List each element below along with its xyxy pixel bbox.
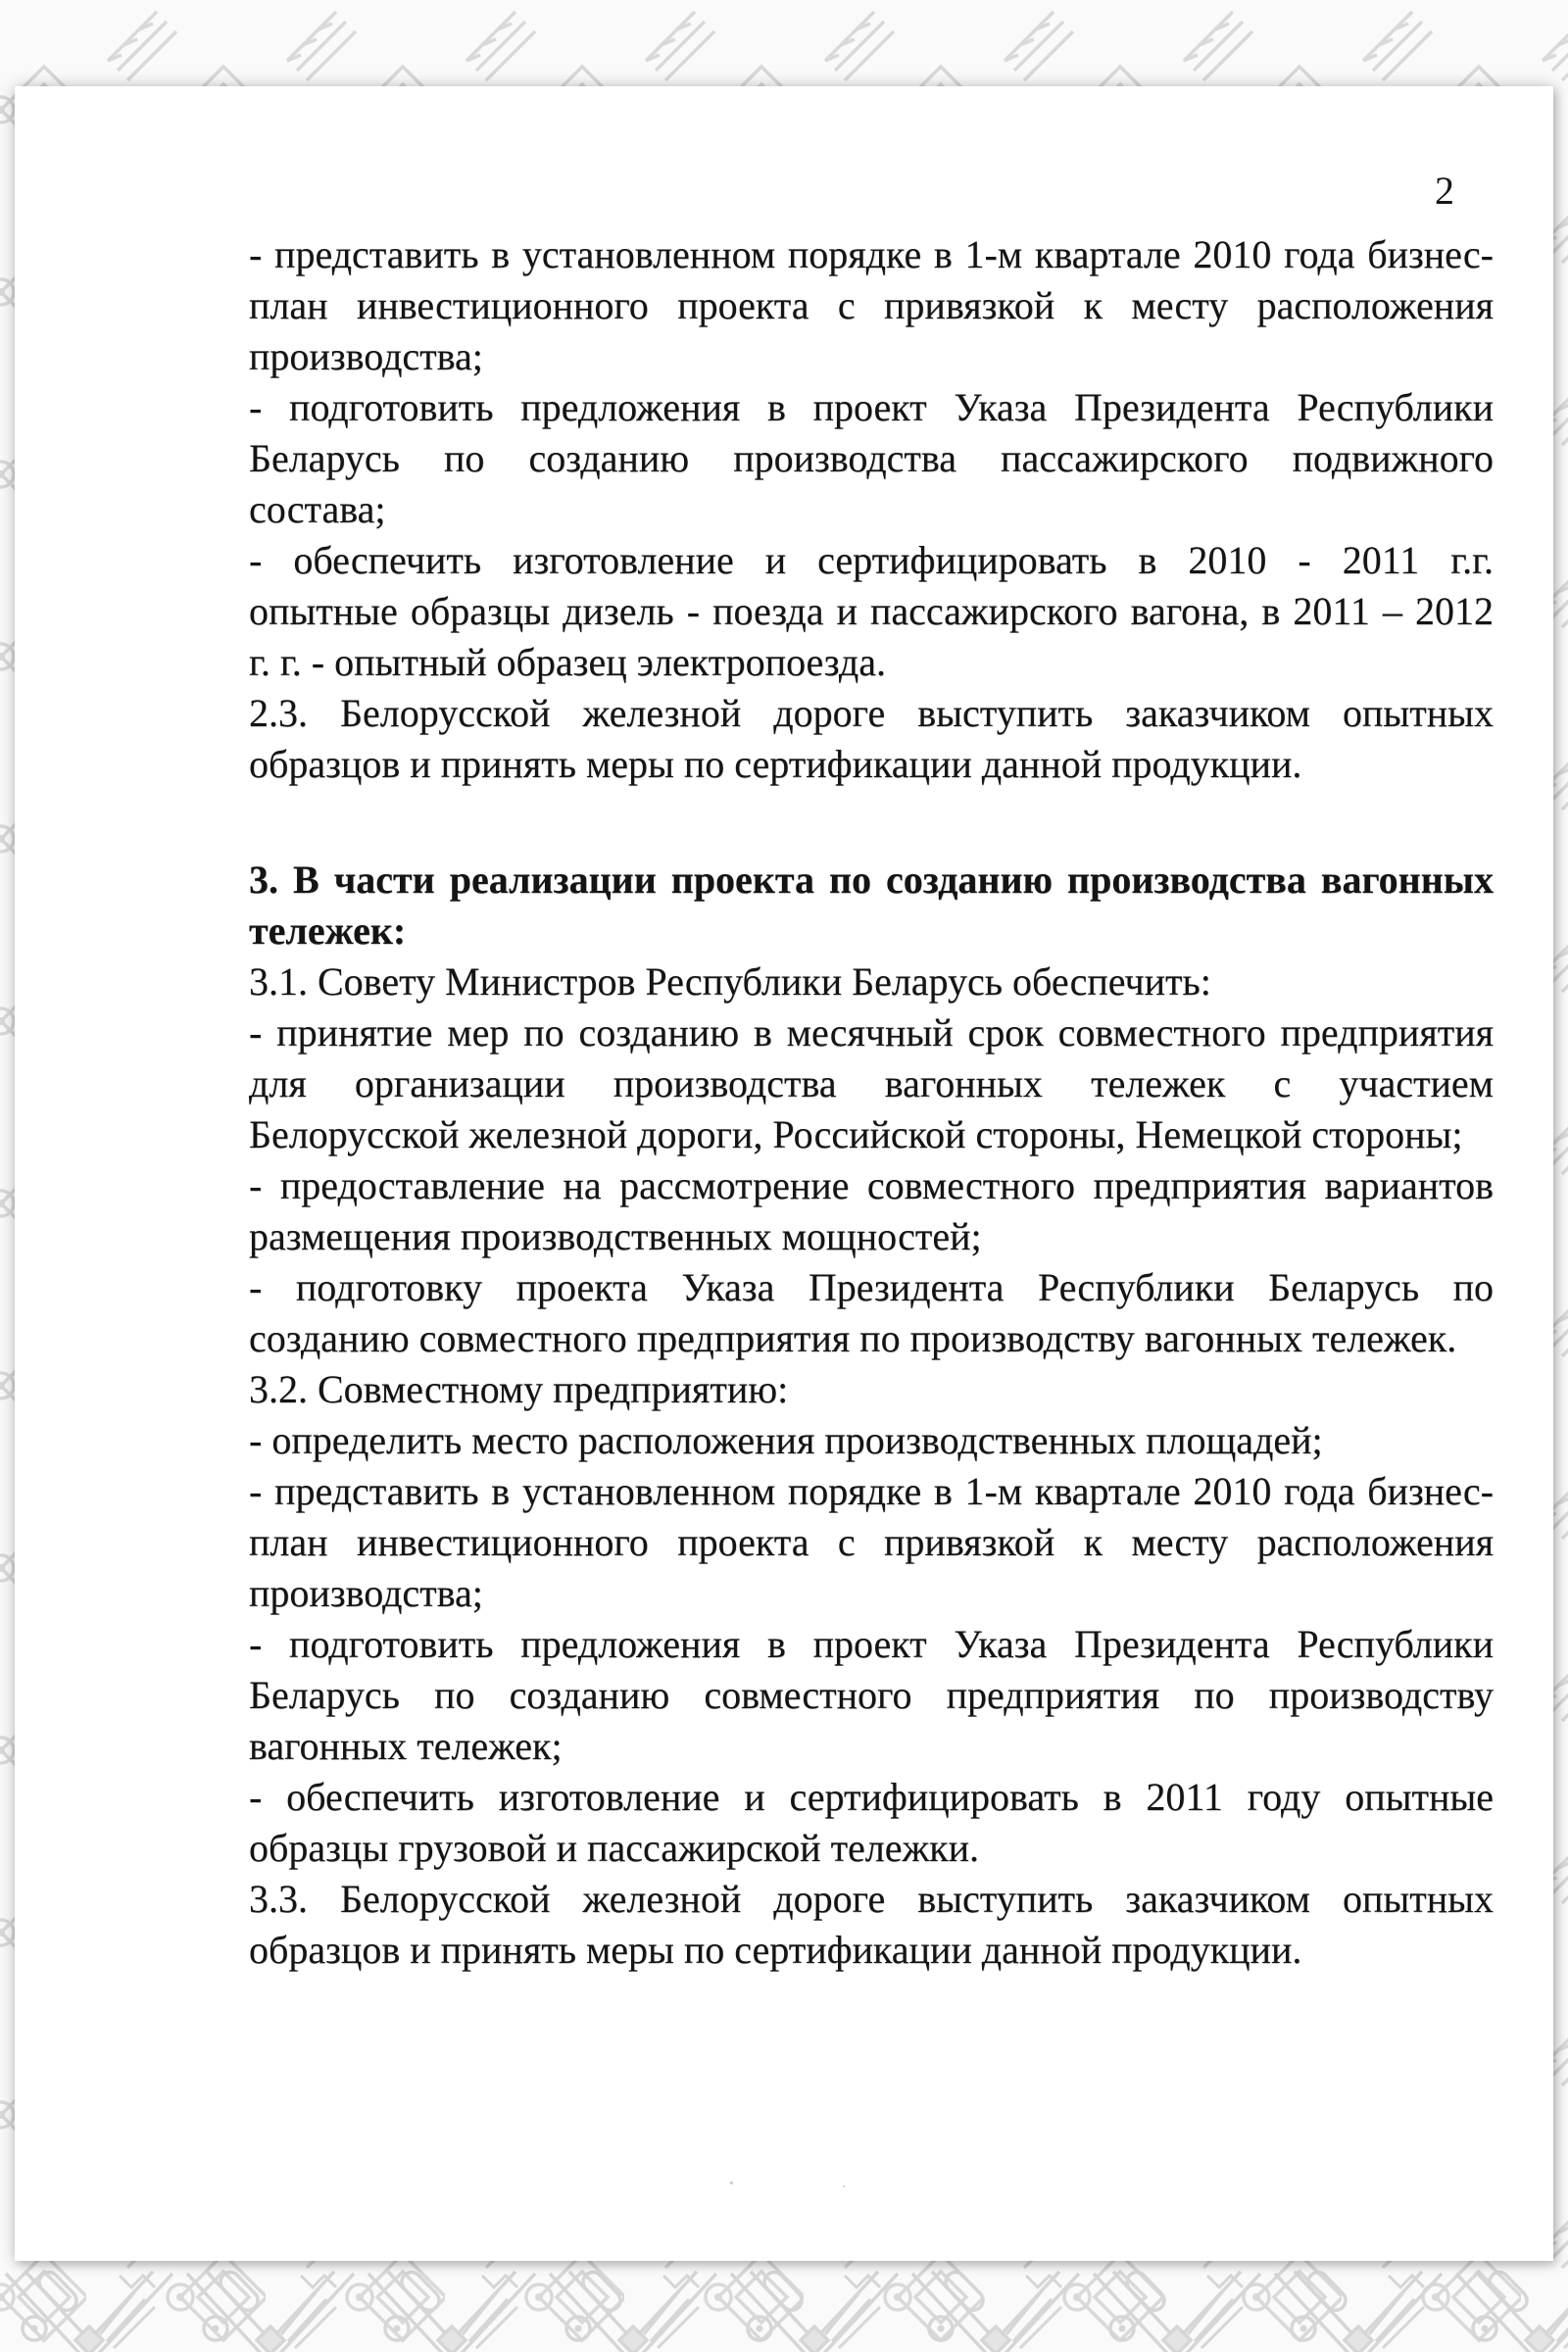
text-line: - обеспечить изготовление и сертифицировать в 2010 - 2011 г.г. bbox=[249, 538, 1494, 582]
paragraph bbox=[249, 1415, 1494, 1466]
text-line: - представить в установленном порядке в 1-м квартале 2010 года бизнес- bbox=[249, 1469, 1494, 1513]
text-line: размещения производственных мощностей; bbox=[249, 1214, 982, 1258]
text-line: - подготовить предложения в проект Указа Президента Республики bbox=[249, 1622, 1494, 1666]
paragraph bbox=[249, 1619, 1494, 1772]
text-line: Беларусь по созданию производства пассажирского подвижного bbox=[249, 436, 1494, 480]
text-line: 3.2. Совместному предприятию: bbox=[249, 1367, 789, 1411]
paragraph bbox=[249, 535, 1494, 688]
text-line: созданию совместного предприятия по производству вагонных тележек. bbox=[249, 1316, 1457, 1360]
text-line: вагонных тележек; bbox=[249, 1724, 563, 1768]
text-line: 2.3. Белорусской железной дороге выступить заказчиком опытных bbox=[249, 691, 1494, 735]
text-line: тележек: bbox=[249, 908, 407, 953]
section-heading bbox=[249, 855, 1494, 956]
text-line: Беларусь по созданию совместного предприятия по производству bbox=[249, 1673, 1494, 1717]
text-line: Белорусской железной дороги, Российской стороны, Немецкой стороны; bbox=[249, 1112, 1463, 1156]
page-number: 2 bbox=[1435, 169, 1454, 213]
text-line: - подготовить предложения в проект Указа Президента Республики bbox=[249, 385, 1494, 429]
document-body bbox=[249, 229, 1494, 1976]
text-line: - подготовку проекта Указа Президента Республики Беларусь по bbox=[249, 1265, 1494, 1309]
text-line: 3. В части реализации проекта по созданию производства вагонных bbox=[249, 858, 1494, 902]
scan-speck bbox=[730, 2181, 733, 2184]
text-line: производства; bbox=[249, 1571, 483, 1615]
text-line: - принятие мер по созданию в месячный срок совместного предприятия bbox=[249, 1010, 1494, 1054]
text-line: план инвестиционного проекта с привязкой к месту расположения bbox=[249, 1520, 1494, 1564]
text-line: - представить в установленном порядке в 1-м квартале 2010 года бизнес- bbox=[249, 232, 1494, 276]
text-line: образцы грузовой и пассажирской тележки. bbox=[249, 1826, 979, 1870]
paragraph bbox=[249, 382, 1494, 535]
document-page bbox=[15, 86, 1553, 2261]
paragraph bbox=[249, 1772, 1494, 1874]
text-line: план инвестиционного проекта с привязкой к месту расположения bbox=[249, 283, 1494, 327]
text-line: 3.1. Совету Министров Республики Беларусь обеспечить: bbox=[249, 959, 1211, 1004]
paragraph bbox=[249, 1160, 1494, 1262]
text-line: 3.3. Белорусской железной дороге выступить заказчиком опытных bbox=[249, 1877, 1494, 1921]
text-line: образцов и принять меры по сертификации данной продукции. bbox=[249, 1928, 1302, 1972]
paragraph bbox=[249, 229, 1494, 382]
paragraph bbox=[249, 1874, 1494, 1976]
text-line: производства; bbox=[249, 334, 483, 378]
text-line: для организации производства вагонных тележек с участием bbox=[249, 1061, 1494, 1105]
paragraph bbox=[249, 1364, 1494, 1415]
paragraph bbox=[249, 1466, 1494, 1619]
text-line: опытные образцы дизель - поезда и пассажирского вагона, в 2011 – 2012 bbox=[249, 589, 1494, 633]
text-line: г. г. - опытный образец электропоезда. bbox=[249, 640, 886, 684]
paragraph bbox=[249, 1007, 1494, 1160]
scan-speck bbox=[843, 2185, 845, 2187]
text-line: - обеспечить изготовление и сертифицировать в 2011 году опытные bbox=[249, 1775, 1494, 1819]
text-line: - предоставление на рассмотрение совместного предприятия вариантов bbox=[249, 1163, 1494, 1207]
paragraph bbox=[249, 956, 1494, 1007]
text-line: образцов и принять меры по сертификации данной продукции. bbox=[249, 742, 1302, 786]
text-line: состава; bbox=[249, 487, 386, 531]
paragraph bbox=[249, 688, 1494, 790]
paragraph bbox=[249, 1262, 1494, 1364]
text-line: - определить место расположения производственных площадей; bbox=[249, 1418, 1323, 1462]
